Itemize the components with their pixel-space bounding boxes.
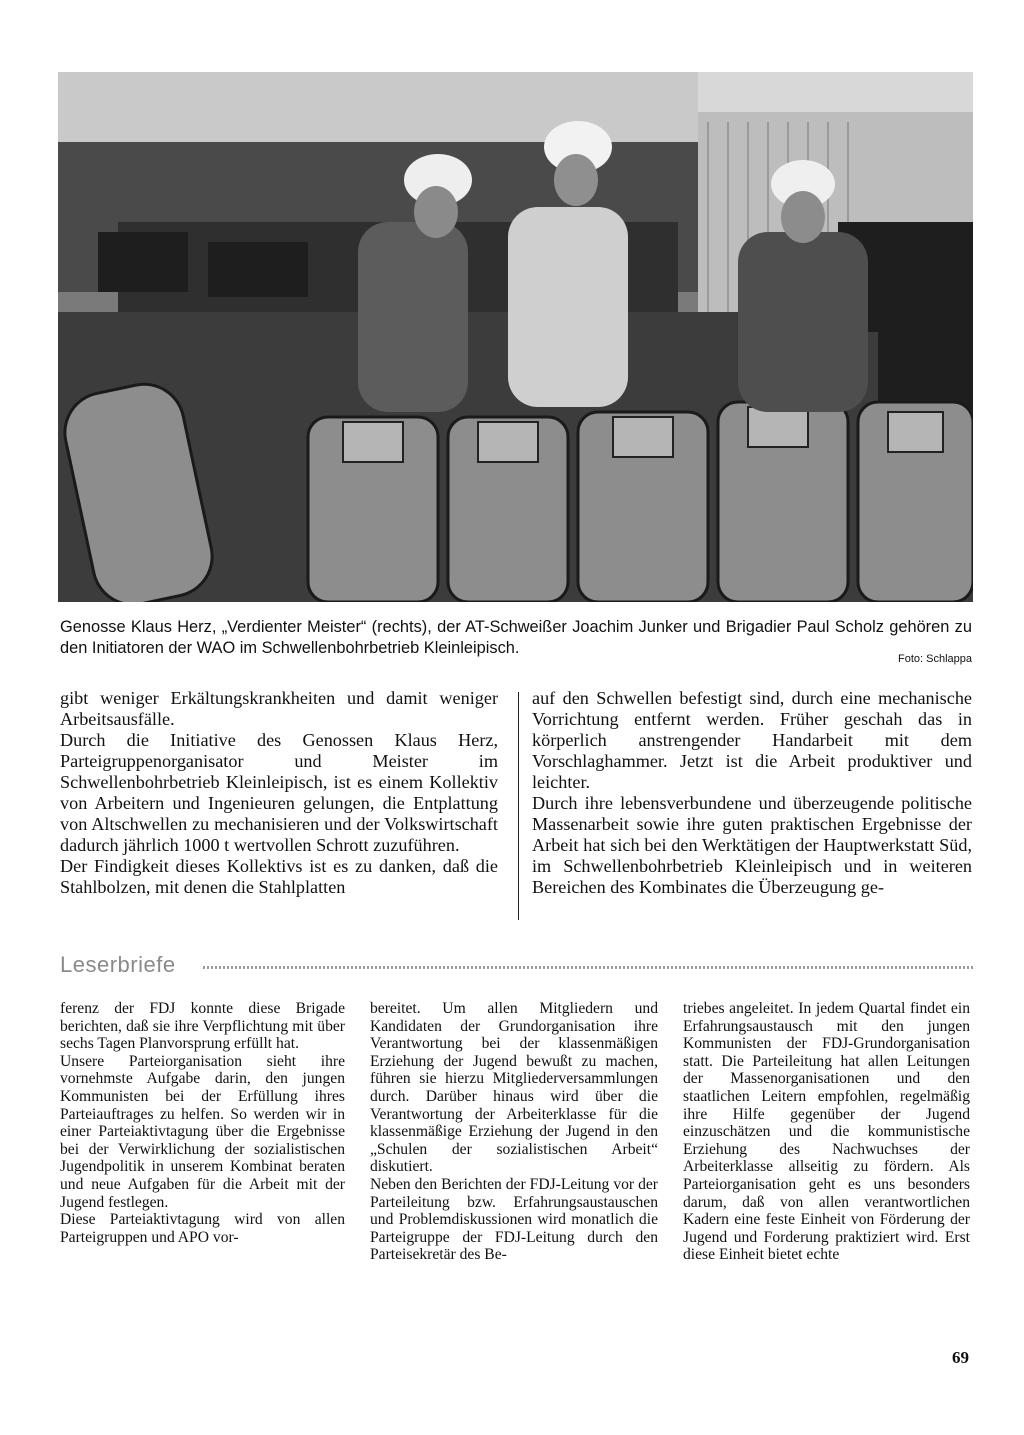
paragraph: Der Findigkeit dieses Kollektivs ist es zu danken, daß die Stahlbolzen, mit denen die Stahlplatten: [60, 856, 498, 897]
photo-credit: Foto: Schlappa: [898, 653, 972, 665]
paragraph: Unsere Parteiorganisation sieht ihre vornehmste Aufgabe darin, den jungen Kommunisten bei der Erfüllung ihres Parteiauftrages zu helfen. So werden wir in einer Parteiaktivtagung über die Ergebnisse bei der Verwirklichung der sozialistischen Jugendpolitik in unserem Kombinat beraten und neue Aufgaben für die Arbeit mit der Jugend festlegen.: [60, 1052, 345, 1211]
upper-right-column: [532, 688, 972, 898]
section-header: [60, 950, 974, 980]
section-rule: [203, 966, 974, 969]
lower-column-3: [683, 1000, 970, 1264]
paragraph: Durch die Initiative des Genossen Klaus Herz, Parteigruppenorganisator und Meister im Schwellenbohrbetrieb Kleinleipisch, ist es einem Kollektiv von Arbeitern und Ingenieuren gelungen, die Entplattung von Altschwellen zu mechanisieren und der Volkswirtschaft dadurch jährlich 1000 t wertvollen Schrott zuzuführen.: [60, 730, 498, 855]
paragraph: triebes angeleitet. In jedem Quartal findet ein Erfahrungsaustausch mit den jungen Kommunisten der FDJ-Grundorganisation statt. Die Parteileitung hat allen Leitungen der Massenorganisationen und den staatlichen Leitern empfohlen, regelmäßig ihre Hilfe gegenüber der Jugend einzuschätzen und die kommunistische Erziehung des Nachwuchses der Arbeiterklasse allseitig zu fördern. Als Parteiorganisation geht es uns besonders darum, daß von allen verantwortlichen Kadern eine feste Einheit von Förderung der Jugend und Forderung praktiziert wird. Erst diese Einheit bietet echte: [683, 1000, 970, 1264]
upper-left-column: [60, 688, 498, 898]
lower-column-1: [60, 1000, 345, 1246]
paragraph: Diese Parteiaktivtagung wird von allen Parteigruppen und APO vor-: [60, 1211, 345, 1246]
section-title: Leserbriefe: [60, 952, 176, 977]
workers-photo-icon: [58, 72, 973, 602]
paragraph: auf den Schwellen befestigt sind, durch eine mechanische Vorrichtung entfernt werden. Früher geschah das in körperlich anstrengender Handarbeit mit dem Vorschlaghammer. Jetzt ist die Arbeit produktiver und leichter.: [532, 688, 972, 792]
paragraph: gibt weniger Erkältungskrankheiten und damit weniger Arbeitsausfälle.: [60, 688, 498, 729]
column-divider: [518, 692, 519, 920]
photo-caption: Genosse Klaus Herz, „Verdienter Meister“ (rechts), der AT-Schweißer Joachim Junker und Brigadier Paul Scholz gehören zu den Initiatoren der WAO im Schwellenbohrbetrieb Kleinleipisch.: [60, 618, 972, 657]
paragraph: Durch ihre lebensverbundene und überzeugende politische Massenarbeit sowie ihre guten praktischen Ergebnisse der Arbeit hat sich bei den Werktätigen der Hauptwerkstatt Süd, im Schwellenbohrbetrieb Kleinleipisch und in weiteren Bereichen des Kombinates die Überzeugung ge-: [532, 793, 972, 897]
paragraph: bereitet. Um allen Mitgliedern und Kandidaten der Grundorganisation ihre Verantwortung bei der klassenmäßigen Erziehung der Jugend bewußt zu machen, führen sie hierzu Mitgliederversammlungen durch. Darüber hinaus wird über die Verantwortung der Arbeiterklasse für die klassenmäßige Erziehung der Jugend in den „Schulen der sozialistischen Arbeit“ diskutiert.: [370, 1000, 658, 1176]
workers-photo: [58, 72, 973, 602]
paragraph: Neben den Berichten der FDJ-Leitung vor der Parteileitung bzw. Erfahrungsaustauschen und Problemdiskussionen wird monatlich die Parteigruppe der FDJ-Leitung durch den Parteisekretär des Be-: [370, 1175, 658, 1264]
lower-column-2: [370, 1000, 658, 1264]
paragraph: ferenz der FDJ konnte diese Brigade berichten, daß sie ihre Verpflichtung mit über sechs Tagen Planvorsprung erfüllt hat.: [60, 1000, 345, 1053]
page-number: 69: [952, 1348, 969, 1367]
